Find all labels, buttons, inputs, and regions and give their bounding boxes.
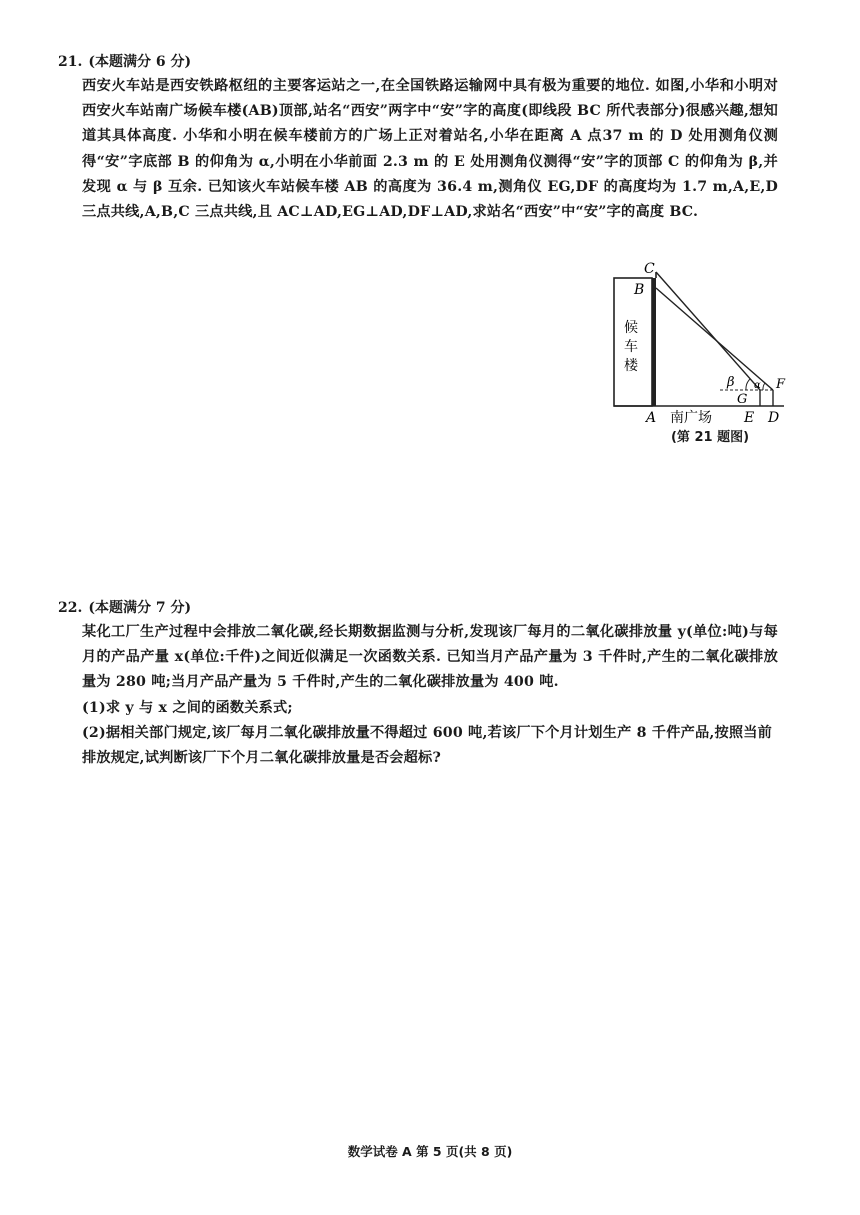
- building-label-2: 车: [624, 339, 638, 355]
- beta-arc: [746, 379, 750, 390]
- sight-line-fb: [656, 288, 773, 390]
- figure-caption: (第 21 题图): [670, 430, 750, 445]
- question-22-sub-1: (1)求 y 与 x 之间的函数关系式;: [82, 699, 293, 716]
- figure-svg: [612, 258, 798, 448]
- question-21-text: 西安火车站是西安铁路枢纽的主要客运站之一,在全国铁路运输网中具有极为重要的地位. 如图,小华和小明对西安火车站南广场候车楼(AB)顶部,站名“西安”两字中“安”字的高度(即线段 BC 所代表部分)很感兴趣,想知道其具体高度. 小华和小明在候车楼前方的广场上正对着站名,小华在距离 A 点37 m 的 D 处用测角仪测得“安”字底部 B 的仰角为 α,小明在小华前面 2.3 m 的 E 处用测角仪测得“安”字的顶部 C 的仰角为 β,并发现 α 与 β 互余. 已知该火车站候车楼 AB 的高度为 36.4 m,测角仪 EG,DF 的高度均为 1.7 m,A,E,D 三点共线,A,B,C 三点共线,且 AC⊥AD,EG⊥AD,DF⊥AD,求站名“西安”中“安”字的高度 BC.: [82, 78, 778, 221]
- building-label-3: 楼: [624, 358, 638, 374]
- square-label: 南广场: [670, 410, 712, 426]
- label-c: C: [644, 261, 655, 277]
- building-facade: [652, 278, 656, 406]
- question-21-number: 21.: [58, 54, 83, 70]
- label-b: B: [634, 282, 645, 298]
- question-22-score: (本题满分 7 分): [88, 600, 192, 616]
- question-21-score: (本题满分 6 分): [88, 54, 192, 70]
- label-a: A: [646, 410, 657, 426]
- question-22-header: [58, 598, 778, 618]
- label-d: D: [768, 410, 780, 426]
- label-beta: β: [727, 375, 735, 390]
- question-21-header: [58, 52, 778, 72]
- question-22-number: 22.: [58, 600, 83, 616]
- question-21-figure: [612, 258, 798, 448]
- label-g: G: [737, 392, 748, 407]
- question-22: [58, 598, 778, 771]
- label-f: F: [776, 377, 786, 392]
- question-21: [58, 52, 778, 225]
- page-footer: 数学试卷 A 第 5 页(共 8 页): [347, 1144, 513, 1159]
- question-22-sub-2: (2)据相关部门规定,该厂每月二氧化碳排放量不得超过 600 吨,若该厂下个月计划生产 8 千件产品,按照当前排放规定,试判断该厂下个月二氧化碳排放量是否会超标?: [82, 724, 773, 767]
- alpha-arc: [763, 383, 765, 390]
- sight-line-gc: [656, 272, 760, 390]
- label-e: E: [744, 410, 755, 426]
- label-alpha: α: [754, 380, 761, 391]
- building-label-1: 候: [624, 320, 638, 336]
- question-22-text: 某化工厂生产过程中会排放二氧化碳,经长期数据监测与分析,发现该厂每月的二氧化碳排放量 y(单位:吨)与每月的产品产量 x(单位:千件)之间近似满足一次函数关系. 已知当月产品产量为 3 千件时,产生的二氧化碳排放量为 280 吨;当月产品产量为 5 千件时,产生的二氧化碳排放量为 400 吨.: [82, 624, 778, 691]
